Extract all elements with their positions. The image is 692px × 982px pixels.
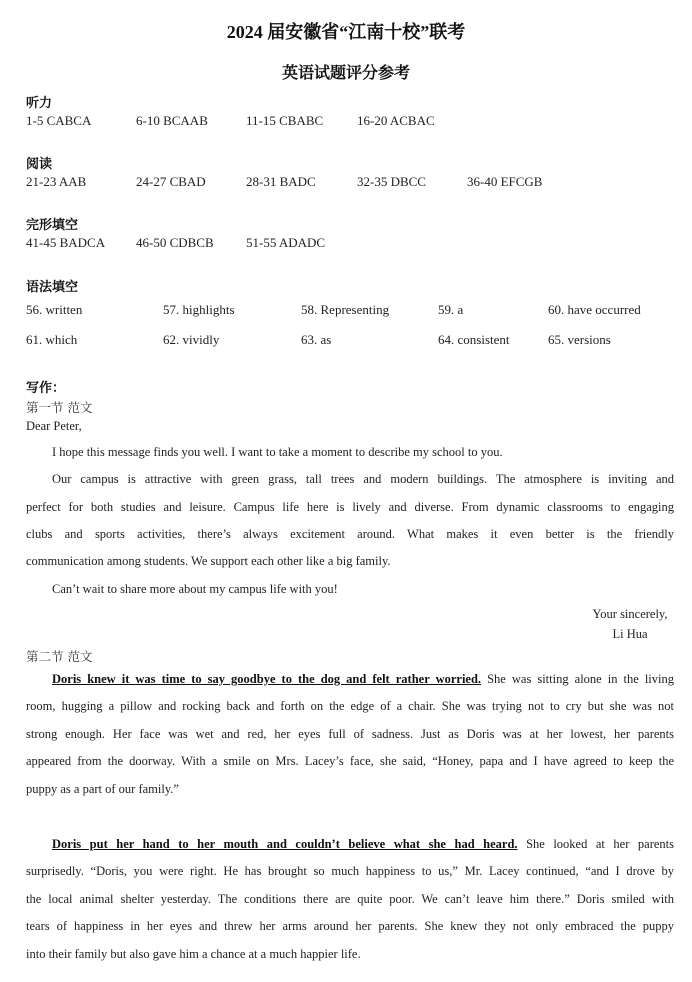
letter-salutation: Dear Peter,: [26, 419, 82, 433]
grammar-answer: 61. which: [26, 332, 78, 347]
reading-answer: 21-23 AAB: [26, 174, 87, 189]
reading-answer: 24-27 CBAD: [136, 174, 206, 189]
grammar-answer: 59. a: [438, 302, 464, 317]
story-text: She looked at her parents: [517, 837, 674, 851]
grammar-answer: 62. vividly: [163, 332, 220, 347]
letter-paragraph-1: I hope this message finds you well. I want to take a moment to describe my school to you.: [52, 445, 503, 459]
story-text: She was sitting alone in the living: [481, 672, 674, 686]
grammar-answer: 56. written: [26, 302, 83, 317]
reading-answer: 36-40 EFCGB: [467, 174, 543, 189]
story-lead-sentence-1: Doris knew it was time to say goodbye to the dog and felt rather worried.: [52, 672, 482, 686]
grammar-answer: 57. highlights: [163, 302, 235, 317]
story-lead-sentence-2: Doris put her hand to her mouth and couldn’t believe what she had heard.: [52, 837, 518, 851]
grammar-answer: 63. as: [301, 332, 332, 347]
cloze-heading: 完形填空: [26, 218, 79, 233]
story-paragraph-2-line: the local animal shelter yesterday. The conditions there are quite poor. We can’t leave him there.” Doris smiled with: [26, 892, 674, 906]
listening-answer: 11-15 CBABC: [246, 113, 324, 128]
document-subtitle: 英语试题评分参考: [281, 65, 410, 82]
reading-answer: 28-31 BADC: [246, 174, 316, 189]
writing-part2-label: 第二节 范文: [26, 649, 93, 664]
story-paragraph-1-line: puppy as a part of our family.”: [26, 782, 179, 796]
cloze-answer: 51-55 ADADC: [246, 235, 326, 250]
grammar-answer: 65. versions: [548, 332, 611, 347]
cloze-answer: 41-45 BADCA: [26, 235, 106, 250]
letter-paragraph-2-line: Our campus is attractive with green grass, tall trees and modern buildings. The atmosphere is inviting and: [52, 472, 674, 486]
cloze-answer: 46-50 CDBCB: [136, 235, 214, 250]
grammar-answer: 58. Representing: [301, 302, 390, 317]
story-paragraph-1-line: [26, 672, 674, 687]
story-paragraph-2-line: [26, 837, 674, 852]
reading-answer: 32-35 DBCC: [357, 174, 426, 189]
listening-answer: 6-10 BCAAB: [136, 113, 208, 128]
story-paragraph-2-line: surprisedly. “Doris, you were right. He has brought so much happiness to us,” Mr. Lacey continued, “and I drove by: [26, 864, 674, 878]
grammar-answer: 64. consistent: [438, 332, 510, 347]
listening-heading: 听力: [26, 96, 53, 111]
story-paragraph-2-line: into their family but also gave him a chance at a much happier life.: [26, 947, 361, 961]
letter-paragraph-2-line: communication among students. We support each other like a big family.: [26, 554, 391, 568]
letter-signature: Li Hua: [612, 627, 648, 641]
writing-part1-label: 第一节 范文: [26, 400, 93, 415]
writing-heading: 写作：: [26, 381, 66, 396]
letter-paragraph-2-line: perfect for both studies and leisure. Campus life here is lively and diverse. From dynamic classrooms to engaging: [26, 500, 674, 514]
story-paragraph-1-line: strong enough. Her face was wet and red, her eyes full of sadness. Just as Doris was at her lowest, her parents: [26, 727, 674, 741]
letter-paragraph-2-line: clubs and sports activities, there’s always excitement around. What makes it even better is the friendly: [26, 527, 674, 541]
story-paragraph-2-line: tears of happiness in her eyes and threw her arms around her parents. She knew they not only embraced the puppy: [26, 919, 674, 933]
letter-paragraph-3: Can’t wait to share more about my campus life with you!: [52, 582, 338, 596]
reading-heading: 阅读: [26, 157, 53, 172]
grammar-answer: 60. have occurred: [548, 302, 641, 317]
listening-answer: 16-20 ACBAC: [357, 113, 435, 128]
grammar-heading: 语法填空: [26, 280, 79, 295]
listening-answer: 1-5 CABCA: [26, 113, 92, 128]
story-paragraph-1-line: appeared from the doorway. With a smile on Mrs. Lacey’s face, she said, “Honey, papa and I have agreed to keep the: [26, 754, 674, 768]
story-paragraph-1-line: room, hugging a pillow and rocking back and forth on the edge of a chair. She was trying not to cry but she was not: [26, 699, 674, 713]
document-title: 2024 届安徽省“江南十校”联考: [226, 22, 466, 42]
letter-closing: Your sincerely,: [592, 607, 668, 621]
